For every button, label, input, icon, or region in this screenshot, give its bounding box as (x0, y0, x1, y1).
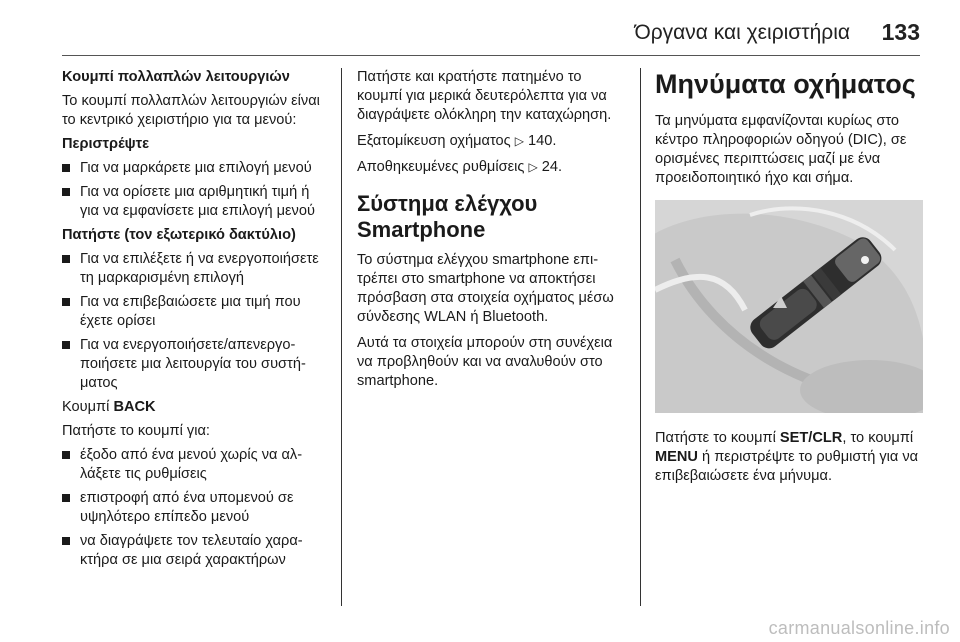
caption-part-3: ή περιστρέψτε το ρυθμιστή για να επιβεβαιώσετε ένα μήνυμα. (655, 449, 919, 484)
multifunction-knob-heading: Κουμπί πολλαπλών λειτουργιών (62, 69, 290, 85)
back-label: BACK (113, 399, 156, 415)
column-divider-1 (341, 68, 342, 606)
header-divider (62, 55, 920, 56)
list-item: Για να μαρκάρετε μια επιλογή μενού (62, 159, 330, 178)
saved-reference (357, 158, 625, 177)
stalk-illustration (655, 200, 923, 413)
list-item: Για να επιβεβαιώσετε μια τιμή που έχετε ορίσει (62, 293, 330, 331)
menu-label: MENU (655, 449, 698, 465)
back-button-heading (62, 398, 330, 417)
list-item: έξοδο από ένα μενού χωρίς να αλλάξετε τις ρυθμίσεις (62, 446, 330, 484)
vehicle-messages-title: Μηνύματα οχήματος (655, 69, 916, 99)
column-vehicle-messages (655, 68, 923, 491)
column-smartphone (357, 68, 625, 398)
smartphone-body-2: Αυτά τα στοιχεία μπορούν στη συνέχεια να προβληθούν και να αναλυθούν στο smartphone. (357, 335, 613, 389)
page-number: 133 (881, 19, 920, 45)
caption-part-1: Πατήστε το κουμπί (655, 430, 780, 446)
custom-page: 140. (528, 133, 557, 149)
hold-text: Πατήστε και κρατήστε πατημένο το κουμπί για μερικά δευτερόλεπτα για να διαγράψετε ολόκληρη την καταχώρηση. (357, 69, 612, 123)
smartphone-body-1: Το σύστημα ελέγχου smartphone επιτρέπει στο smartphone να αποκτήσει πρόσβαση στα στοιχεία οχήματος μέσω σύνδεσης WLAN ή Bluetooth. (357, 252, 614, 325)
smartphone-section-title: Σύστημα ελέγχου Smartphone (357, 191, 538, 242)
custom-text: Εξατομίκευση οχήματος (357, 133, 511, 149)
list-item: Για να επιλέξετε ή να ενεργοποιήσετε τη μαρκαρισμένη επιλογή (62, 250, 330, 288)
press-label: Πατήστε (τον εξωτερικό δακτύλιο) (62, 227, 296, 243)
list-item: επιστροφή από ένα υπομενού σε υψηλότερο επίπεδο μενού (62, 489, 330, 527)
back-list (62, 446, 330, 570)
steering-column-stalk-photo (655, 200, 923, 413)
list-item: να διαγράψετε τον τελευταίο χαρακτήρα σε μια σειρά χαρακτήρων (62, 532, 330, 570)
page-ref-arrow-icon: ▷ (528, 160, 538, 174)
rotate-list (62, 159, 330, 221)
multifunction-knob-intro: Το κουμπί πολλαπλών λειτουργιών είναι το κεντρικό χειριστήριο για τα μενού: (62, 93, 320, 128)
page-ref-arrow-icon: ▷ (514, 134, 524, 148)
saved-page: 24. (541, 159, 563, 175)
watermark: carmanualsonline.info (768, 618, 950, 638)
press-list (62, 250, 330, 393)
set-clr-label: SET/CLR (779, 430, 843, 446)
back-prefix: Κουμπί (62, 399, 114, 415)
list-item: Για να ενεργοποιήσετε/απενεργοποιήσετε μια λειτουργία του συστήματος (62, 336, 330, 393)
column-divider-2 (640, 68, 641, 606)
vehicle-messages-caption (655, 429, 923, 486)
back-intro: Πατήστε το κουμπί για: (62, 423, 210, 439)
caption-part-2: , το κουμπί (842, 430, 914, 446)
column-multifunction-knob (62, 68, 330, 575)
saved-text: Αποθηκευμένες ρυθμίσεις (357, 159, 525, 175)
vehicle-messages-intro: Τα μηνύματα εμφανίζονται κυρίως στο κέντρο πληροφοριών οδηγού (DIC), σε ορισμένες περιπτώσεις μαζί με ένα προειδοποιητικό ήχο και σήμα. (655, 113, 907, 186)
rotate-label: Περιστρέψτε (62, 136, 150, 152)
page-header-title: Όργανα και χειριστήρια (634, 21, 850, 44)
custom-reference (357, 132, 625, 151)
list-item: Για να ορίσετε μια αριθμητική τιμή ή για να εμφανίσετε μια επιλογή μενού (62, 183, 330, 221)
